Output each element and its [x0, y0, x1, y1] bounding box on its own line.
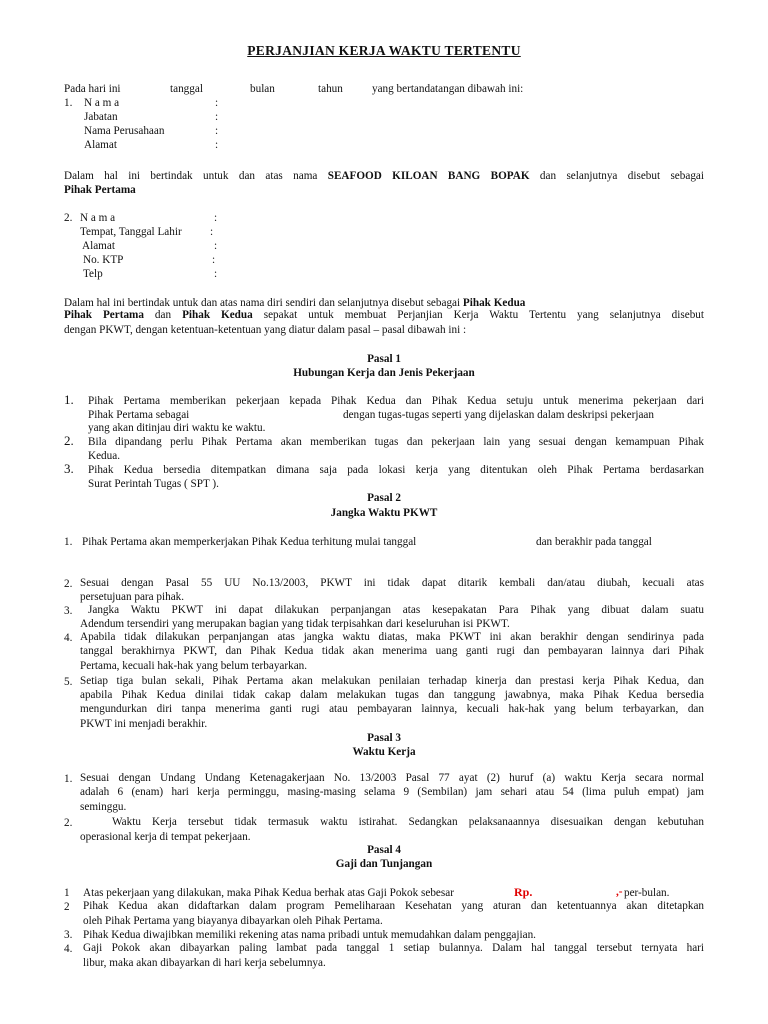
party1-field-colon: :	[215, 125, 219, 137]
pasal1-item3-line1: Pihak Kedua bersedia ditempatkan dimana saja pada lokasi kerja yang ditentukan oleh Pihak Pertama berdasarkan	[88, 464, 704, 476]
salary-comma: ,-	[616, 886, 623, 898]
intro-pada-hari: Pada hari ini	[64, 83, 121, 95]
pasal1-item3-number: 3.	[64, 461, 74, 476]
document-title: PERJANJIAN KERJA WAKTU TERTENTU	[247, 43, 521, 58]
party2-designation: Pihak Kedua	[462, 297, 526, 309]
agreement-line1: Pihak Pertama dan Pihak Kedua sepakat untuk membuat Perjanjian Kerja Waktu Tertentu yang selanjutnya disebut	[64, 309, 704, 321]
party1-designation: Pihak Pertama	[64, 184, 136, 196]
party2-number: 2.	[64, 212, 73, 224]
pasal1-title: Pasal 1	[367, 353, 401, 365]
pasal4-item1-perbulan: per-bulan.	[624, 887, 670, 899]
pasal4-subtitle: Gaji dan Tunjangan	[335, 858, 433, 870]
company-name: SEAFOOD KILOAN BANG BOPAK	[327, 170, 530, 182]
pasal4-item4-line1: Gaji Pokok akan dibayarkan paling lambat pada tanggal 1 setiap bulannya. Dalam hal tanggal tersebut ternyata hari	[83, 942, 704, 954]
pasal2-item1-berakhir: dan berakhir pada tanggal	[536, 536, 652, 548]
pasal2-item5-line2: apabila Pihak Kedua dinilai tidak cakap dalam melakukan tugas dan tanggung jawabnya, maka Pihak Kedua bersedia	[80, 689, 704, 701]
pasal3-item1-line3: seminggu.	[80, 801, 127, 813]
party1-field-label: N a m a	[84, 97, 120, 109]
pasal2-item4-line3: Pertama, kecuali hak-hak yang belum terbayarkan.	[80, 660, 308, 672]
pasal4-item3-number: 3.	[64, 929, 73, 941]
party2-field-label: N a m a	[80, 212, 116, 224]
pasal2-item2-line1: Sesuai dengan Pasal 55 UU No.13/2003, PKWT ini tidak dapat ditarik kembali dan/atau diubah, kecuali atas	[80, 577, 704, 589]
pasal2-item4-number: 4.	[64, 632, 73, 644]
pasal3-item2-line2: operasional kerja di tempat pekerjaan.	[80, 831, 251, 843]
pasal1-subtitle: Hubungan Kerja dan Jenis Pekerjaan	[293, 367, 475, 379]
intro-yang-bertandatangan: yang bertandatangan dibawah ini:	[372, 83, 524, 95]
pasal1-item1-number: 1.	[64, 392, 74, 407]
pasal2-item5-line1: Setiap tiga bulan sekali, Pihak Pertama akan melakukan penilaian terhadap kinerja dan prestasi kerja Pihak Kedua, dan	[80, 675, 704, 687]
party2-field-label: Alamat	[82, 240, 115, 252]
pasal4-item4-line2: libur, maka akan dibayarkan di hari kerja sebelumnya.	[83, 957, 326, 969]
party1-field-label: Jabatan	[84, 111, 118, 123]
pasal4-item1-number: 1	[64, 887, 70, 899]
agreement-line2: dengan PKWT, dengan ketentuan-ketentuan yang diatur dalam pasal – pasal dibawah ini :	[64, 324, 467, 336]
pasal3-item1-number: 1.	[64, 773, 73, 785]
party1-field-colon: :	[215, 111, 219, 123]
pasal3-item2-number: 2.	[64, 817, 73, 829]
pasal1-item2-number: 2.	[64, 433, 74, 448]
pasal2-item4-line1: Apabila tidak dilakukan perpanjangan atas jangka waktu diatas, maka PKWT ini akan berakhir dengan sendirinya pada	[80, 631, 704, 643]
party1-statement: Dalam hal ini bertindak untuk dan atas nama SEAFOOD KILOAN BANG BOPAK dan selanjutnya disebut sebagai	[64, 170, 704, 182]
pasal1-item2-line1: Bila dipandang perlu Pihak Pertama akan memberikan tugas dan pekerjaan lain yang sesuai dengan kemampuan Pihak	[88, 436, 704, 448]
party2-field-label: Tempat, Tanggal Lahir	[80, 226, 182, 238]
intro-tanggal: tanggal	[170, 83, 203, 95]
intro-bulan: bulan	[250, 83, 275, 95]
party2-statement: Dalam hal ini bertindak untuk dan atas nama diri sendiri dan selanjutnya disebut sebagai Pihak Kedua	[64, 297, 526, 309]
pasal2-item5-line4: PKWT ini menjadi berakhir.	[80, 718, 208, 730]
pasal2-item3-line1: Jangka Waktu PKWT ini dapat dilakukan perpanjangan atas kesepakatan Para Pihak yang dibuat dalam suatu	[88, 604, 704, 616]
salary-currency: Rp.	[514, 885, 533, 899]
pasal1-item1-tugas: dengan tugas-tugas seperti yang dijelaskan dalam deskripsi pekerjaan	[343, 409, 654, 421]
intro-tahun: tahun	[318, 83, 343, 95]
pasal4-item4-number: 4.	[64, 943, 73, 955]
pasal2-item3-line2: Adendum tersendiri yang merupakan bagian yang tidak terpisahkan dari keseluruhan isi PKWT.	[80, 618, 510, 630]
pasal3-item1-line1: Sesuai dengan Undang Undang Ketenagakerjaan No. 13/2003 Pasal 77 ayat (2) huruf (a) waktu Kerja secara normal	[80, 772, 704, 784]
pasal3-item1-line2: adalah 6 (enam) hari kerja perminggu, masing-masing selama 9 (Sembilan) jam sehari atau 54 (lima puluh empat) jam	[80, 786, 704, 798]
pasal2-subtitle: Jangka Waktu PKWT	[330, 507, 438, 519]
pasal2-item1-text: Pihak Pertama akan memperkerjakan Pihak Kedua terhitung mulai tanggal	[82, 536, 417, 548]
party2-field-colon: :	[210, 226, 214, 238]
pasal1-item1-line3: yang akan ditinjau diri waktu ke waktu.	[88, 422, 266, 434]
pasal4-item2-line2: oleh Pihak Pertama yang biayanya dibayarkan oleh Pihak Pertama.	[83, 915, 383, 927]
party2-field-label: No. KTP	[83, 254, 124, 266]
pasal2-item3-number: 3.	[64, 605, 73, 617]
pasal3-subtitle: Waktu Kerja	[352, 746, 416, 758]
pasal4-item3-line1: Pihak Kedua diwajibkan memiliki rekening atas nama pribadi untuk memudahkan dalam penggajian.	[83, 929, 536, 941]
pasal2-title: Pasal 2	[367, 492, 401, 504]
pasal1-item3-line2: Surat Perintah Tugas ( SPT ).	[88, 478, 219, 490]
party1-field-label: Alamat	[84, 139, 117, 151]
pasal2-item5-line3: mengundurkan diri tanpa menerima ganti rugi atau pembayaran lainnya, kecuali hak-hak yang belum terbayarkan, dan	[80, 703, 704, 715]
party2-field-colon: :	[214, 240, 218, 252]
pasal3-item2-line1: Waktu Kerja tersebut tidak termasuk waktu istirahat. Sedangkan pelaksanaannya disesuaikan dengan kebutuhan	[112, 816, 704, 828]
party2-field-colon: :	[212, 254, 216, 266]
pasal2-item2-number: 2.	[64, 578, 73, 590]
pasal4-title: Pasal 4	[367, 844, 401, 856]
pasal1-item2-line2: Kedua.	[88, 450, 120, 462]
pasal2-item4-line2: tanggal berakhirnya PKWT, dan Pihak Kedua tidak akan menerima uang ganti rugi dan pembayaran lainnya dari Pihak	[80, 645, 704, 657]
pasal4-item2-number: 2	[64, 901, 70, 913]
party1-number: 1.	[64, 97, 73, 109]
pasal2-item1-number: 1.	[64, 536, 73, 548]
party2-field-colon: :	[214, 268, 218, 280]
pasal2-item2-line2: persetujuan para pihak.	[80, 591, 185, 603]
party1-field-colon: :	[215, 139, 219, 151]
party1-field-label: Nama Perusahaan	[84, 125, 165, 137]
pasal1-item1-sebagai: Pihak Pertama sebagai	[88, 409, 190, 421]
pasal4-item1-text: Atas pekerjaan yang dilakukan, maka Pihak Kedua berhak atas Gaji Pokok sebesar	[83, 887, 454, 899]
pasal4-item2-line1: Pihak Kedua akan didaftarkan dalam program Pemeliharaan Kesehatan yang aturan dan ketentuannya akan ditetapkan	[83, 900, 704, 912]
pasal3-title: Pasal 3	[367, 732, 401, 744]
party2-field-colon: :	[214, 212, 218, 224]
party2-field-label: Telp	[83, 268, 103, 280]
party1-field-colon: :	[215, 97, 219, 109]
pasal2-item5-number: 5.	[64, 676, 73, 688]
pasal1-item1-line1: Pihak Pertama memberikan pekerjaan kepada Pihak Kedua dan Pihak Kedua setuju untuk menerima pekerjaan dari	[88, 395, 704, 407]
